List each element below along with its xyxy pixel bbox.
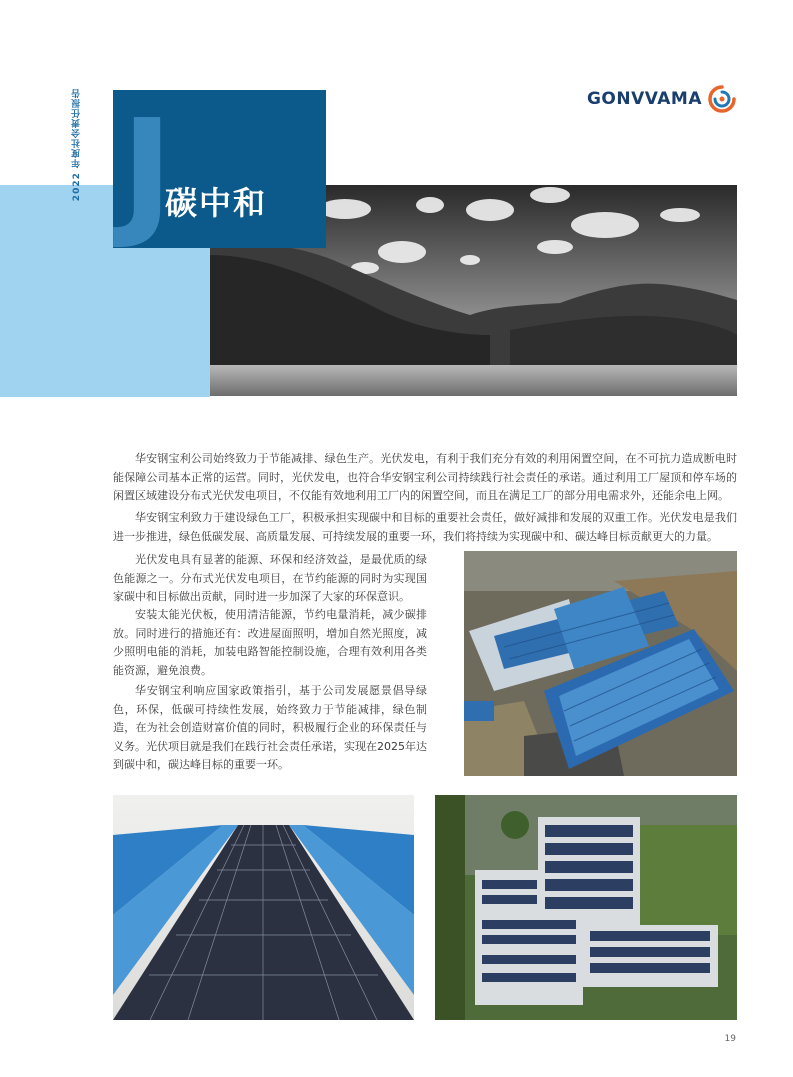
aerial-factory-photo xyxy=(464,551,737,776)
page-number: 19 xyxy=(724,1034,736,1044)
rooftop-aerial-photo xyxy=(435,795,737,1020)
brand-name: GONVVAMA xyxy=(586,89,702,109)
report-year-label: 2022 年度社会责任报告 xyxy=(72,88,82,202)
intro-paragraph: 华安钢宝利公司始终致力于节能减排、绿色生产。光伏发电，有利于我们充分有效的利用闲置空间，在不可抗力造成断电时能保障公司基本正常的运营。同时，光伏发电，也符合华安钢宝利公司持续践行社会责任的承诺。通过利用工厂屋顶和停车场的闲置区域建设分布式光伏发电项目，不仅能有效地利用工厂内的闲置空间，而且在满足工厂的部分用电需求外，还能余电上网。 xyxy=(113,452,737,502)
pv-measures-paragraph: 安装太能光伏板，使用清洁能源，节约电量消耗，减少碳排放。同时进行的措施还有：改进屋面照明，增加自然光照度，减少照明电能的消耗，加装电路智能控制设施，合理有效利用各类能资源，避免浪费。 xyxy=(113,608,427,677)
pv-benefit-paragraph: 光伏发电具有显著的能源、环保和经济效益，是最优质的绿色能源之一。分布式光伏发电项目，在节约能源的同时为实现国家碳中和目标做出贡献，同时进一步加深了大家的环保意识。 xyxy=(113,553,427,603)
section-letter: J xyxy=(121,90,174,248)
section-title: 碳中和 xyxy=(165,184,268,222)
solar-panels-photo xyxy=(113,795,414,1020)
brand-logo xyxy=(587,84,736,114)
section-header xyxy=(113,90,326,248)
green-factory-paragraph: 华安钢宝利致力于建设绿色工厂，积极承担实现碳中和目标的重要社会责任，做好减排和发展的双重工作。光伏发电是我们进一步推进，绿色低碳发展、高质量发展、可持续发展的重要一环，我们将持续为实现碳中和、碳达峰目标贡献更大的力量。 xyxy=(113,511,737,543)
brand-swirl-icon xyxy=(708,85,736,113)
policy-paragraph: 华安钢宝利响应国家政策指引，基于公司发展愿景倡导绿色，环保，低碳可持续性发展，始终致力于节能减排，绿色制造，在为社会创造财富价值的同时，积极履行企业的环保责任与义务。光伏项目就是我们在践行社会责任承诺，实现在2025年达到碳中和，碳达峰目标的重要一环。 xyxy=(113,684,427,771)
